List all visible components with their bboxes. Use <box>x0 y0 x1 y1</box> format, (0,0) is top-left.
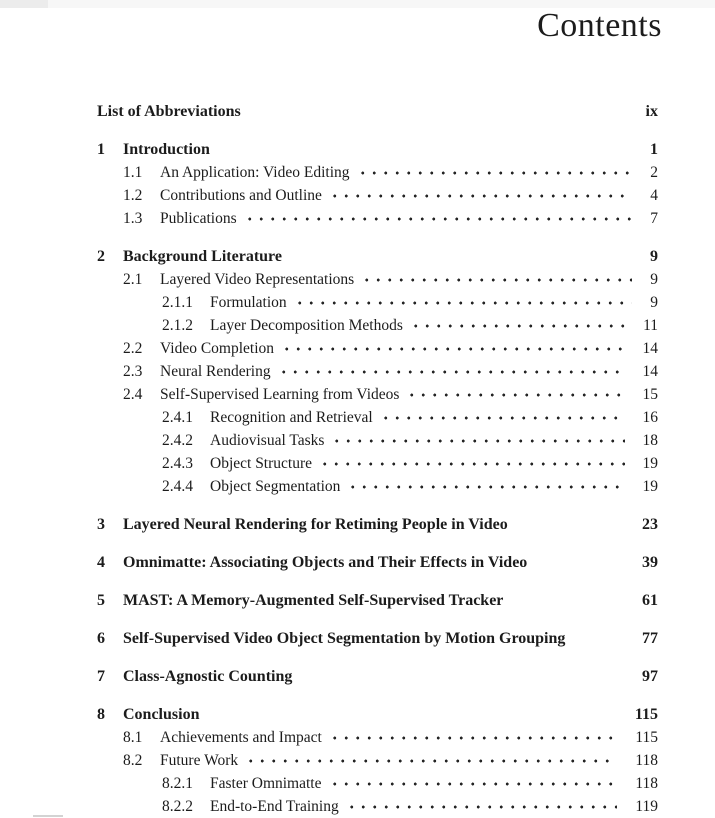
leader-spacer <box>248 110 646 116</box>
entry-page: 115 <box>635 729 658 746</box>
entry-label: Neural Rendering <box>160 363 271 380</box>
toc-entry-8.2.2[interactable] <box>97 795 658 818</box>
entry-label: Introduction <box>123 141 210 158</box>
toc-entry-8[interactable] <box>97 703 658 726</box>
dot-leader <box>361 278 632 284</box>
entry-label: An Application: Video Editing <box>160 164 350 181</box>
entry-label: MAST: A Memory-Augmented Self-Supervised Tracker <box>123 592 504 609</box>
toc-entry-5[interactable] <box>97 589 658 612</box>
entry-page: 23 <box>642 516 658 533</box>
toc-entry-2.1.2[interactable] <box>97 314 658 337</box>
entry-number: 5 <box>97 592 105 609</box>
toc-entry-2.1.1[interactable] <box>97 291 658 314</box>
leader-spacer <box>515 523 642 529</box>
dot-leader <box>294 301 633 307</box>
entry-number: 1.1 <box>123 164 143 181</box>
entry-number: 2.4 <box>123 386 143 403</box>
entry-number: 8.2.2 <box>162 798 193 815</box>
leader-spacer <box>217 148 650 154</box>
entry-label: Class-Agnostic Counting <box>123 668 293 685</box>
toc-entry-2.4.4[interactable] <box>97 475 658 498</box>
dot-leader <box>380 416 625 422</box>
entry-page: 97 <box>642 668 658 685</box>
entry-number: 7 <box>97 668 105 685</box>
dot-leader <box>346 805 618 811</box>
dot-leader <box>245 759 617 765</box>
toc-entry-1.1[interactable] <box>97 161 658 184</box>
toc-entry-7[interactable] <box>97 665 658 688</box>
toc-entry-2.4.1[interactable] <box>97 406 658 429</box>
entry-page: 61 <box>642 592 658 609</box>
entry-number: 2.3 <box>123 363 143 380</box>
toc-entry-2.4[interactable] <box>97 383 658 406</box>
dot-leader <box>347 485 624 491</box>
entry-label: Achievements and Impact <box>160 729 322 746</box>
toc-entry-2.2[interactable] <box>97 337 658 360</box>
dot-leader <box>329 194 632 200</box>
entry-page: 19 <box>642 478 658 495</box>
page-title: Contents <box>537 7 662 44</box>
entry-label: Recognition and Retrieval <box>210 409 373 426</box>
entry-label: Video Completion <box>160 340 275 357</box>
entry-page: 16 <box>642 409 658 426</box>
leader-spacer <box>206 713 634 719</box>
entry-page: 4 <box>650 187 658 204</box>
entry-page: 115 <box>634 706 658 723</box>
entry-page: 118 <box>635 752 658 769</box>
entry-number: 4 <box>97 554 105 571</box>
entry-label: Background Literature <box>123 248 282 265</box>
entry-number: 2.4.2 <box>162 432 193 449</box>
entry-number: 1.2 <box>123 187 143 204</box>
entry-label: End-to-End Training <box>210 798 339 815</box>
entry-label: Omnimatte: Associating Objects and Their Effects in Video <box>123 554 528 571</box>
toc-entry-8.2.1[interactable] <box>97 772 658 795</box>
entry-label: Faster Omnimatte <box>210 775 322 792</box>
dot-leader <box>331 439 624 445</box>
entry-number: 2.1.2 <box>162 317 193 334</box>
entry-number: 1 <box>97 141 105 158</box>
toc-list <box>97 100 658 818</box>
dot-leader <box>329 782 618 788</box>
toc-entry-1.2[interactable] <box>97 184 658 207</box>
entry-page: 15 <box>642 386 658 403</box>
entry-label: Layered Neural Rendering for Retiming People in Video <box>123 516 508 533</box>
entry-label: Self-Supervised Learning from Videos <box>160 386 400 403</box>
entry-page: 119 <box>635 798 658 815</box>
entry-number: 2.4.1 <box>162 409 193 426</box>
entry-number: 2.4.4 <box>162 478 193 495</box>
toc-entry-4[interactable] <box>97 551 658 574</box>
entry-page: 39 <box>642 554 658 571</box>
scan-edge-top-left <box>0 0 48 8</box>
entry-label: Self-Supervised Video Object Segmentation by Motion Grouping <box>123 630 566 647</box>
leader-spacer <box>510 599 642 605</box>
dot-leader <box>406 393 624 399</box>
toc-entry-8.2[interactable] <box>97 749 658 772</box>
dot-leader <box>357 171 633 177</box>
entry-page: 19 <box>642 455 658 472</box>
entry-number: 2.1.1 <box>162 294 193 311</box>
toc-entry-2.3[interactable] <box>97 360 658 383</box>
entry-page: 1 <box>650 141 658 158</box>
entry-number: 8 <box>97 706 105 723</box>
entry-page: 2 <box>650 164 658 181</box>
entry-label: Formulation <box>210 294 287 311</box>
entry-page: 77 <box>642 630 658 647</box>
entry-page: 9 <box>650 248 658 265</box>
entry-label: Future Work <box>160 752 239 769</box>
entry-page: 14 <box>642 340 658 357</box>
toc-entry-1[interactable] <box>97 138 658 161</box>
entry-page: ix <box>645 103 658 120</box>
entry-number: 8.1 <box>123 729 143 746</box>
toc-entry-8.1[interactable] <box>97 726 658 749</box>
leader-spacer <box>534 561 642 567</box>
entry-label: List of Abbreviations <box>97 103 241 120</box>
leader-spacer <box>299 675 642 681</box>
entry-number: 2 <box>97 248 105 265</box>
entry-label: Conclusion <box>123 706 200 723</box>
entry-label: Layered Video Representations <box>160 271 355 288</box>
entry-page: 118 <box>635 775 658 792</box>
entry-page: 7 <box>650 210 658 227</box>
entry-number: 6 <box>97 630 105 647</box>
entry-number: 2.1 <box>123 271 143 288</box>
toc-entry-list-of-abbreviations[interactable] <box>97 100 658 123</box>
toc-entry-2.4.2[interactable] <box>97 429 658 452</box>
entry-number: 2.4.3 <box>162 455 193 472</box>
entry-page: 11 <box>643 317 658 334</box>
entry-page: 14 <box>642 363 658 380</box>
entry-label: Object Segmentation <box>210 478 341 495</box>
leader-spacer <box>289 255 650 261</box>
entry-number: 3 <box>97 516 105 533</box>
toc-entry-6[interactable] <box>97 627 658 650</box>
entry-label: Audiovisual Tasks <box>210 432 325 449</box>
toc-entry-1.3[interactable] <box>97 207 658 230</box>
dot-leader <box>319 462 624 468</box>
entry-number: 8.2 <box>123 752 143 769</box>
entry-page: 9 <box>650 271 658 288</box>
entry-label: Layer Decomposition Methods <box>210 317 403 334</box>
dot-leader <box>278 370 625 376</box>
entry-number: 2.2 <box>123 340 143 357</box>
entry-label: Contributions and Outline <box>160 187 322 204</box>
entry-page: 18 <box>642 432 658 449</box>
toc-entry-2.4.3[interactable] <box>97 452 658 475</box>
scan-edge-bottom-left <box>33 815 63 817</box>
entry-number: 1.3 <box>123 210 143 227</box>
toc-entry-2.1[interactable] <box>97 268 658 291</box>
dot-leader <box>244 217 633 223</box>
toc-entry-3[interactable] <box>97 513 658 536</box>
dot-leader <box>281 347 624 353</box>
entry-number: 8.2.1 <box>162 775 193 792</box>
leader-spacer <box>572 637 642 643</box>
entry-label: Object Structure <box>210 455 313 472</box>
dot-leader <box>410 324 625 330</box>
toc-entry-2[interactable] <box>97 245 658 268</box>
dot-leader <box>329 736 617 742</box>
entry-page: 9 <box>650 294 658 311</box>
entry-label: Publications <box>160 210 237 227</box>
